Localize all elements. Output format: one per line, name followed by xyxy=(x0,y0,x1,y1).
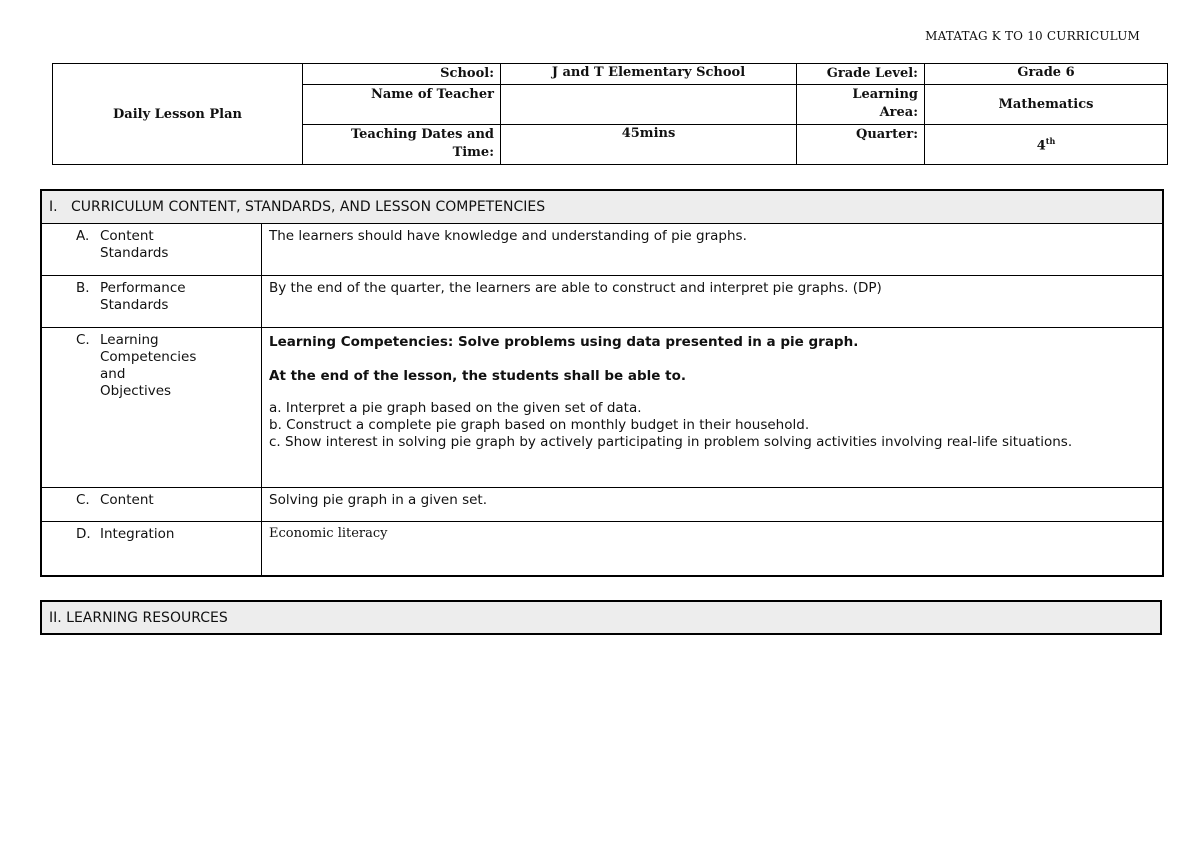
curriculum-table xyxy=(40,189,1164,577)
objective-intro: At the end of the lesson, the students shall be able to. xyxy=(269,368,686,384)
teaching-dates-label-line2: Time: xyxy=(452,145,494,160)
grade-level-label: Grade Level: xyxy=(797,64,925,85)
section-1-header xyxy=(41,190,1163,224)
learning-area-label xyxy=(797,85,925,125)
quarter-number: 4 xyxy=(1036,138,1046,154)
content-standards-text: The learners should have knowledge and understanding of pie graphs. xyxy=(262,224,1164,276)
quarter-label: Quarter: xyxy=(797,125,925,165)
section-1-title xyxy=(41,190,1163,224)
row-letter: A. xyxy=(76,228,90,244)
integration-text: Economic literacy xyxy=(262,522,1164,576)
integration-row xyxy=(41,522,1163,576)
school-value: J and T Elementary School xyxy=(501,64,797,85)
integration-label xyxy=(41,522,262,576)
objective-b: b. Construct a complete pie graph based on monthly budget in their household. xyxy=(269,417,810,433)
quarter-value xyxy=(925,125,1168,165)
row-letter: C. xyxy=(76,492,90,508)
section-2-header xyxy=(40,600,1162,635)
row-letter: B. xyxy=(76,280,90,296)
content-row xyxy=(41,488,1163,522)
objective-c: c. Show interest in solving pie graph by actively participating in problem solving activities involving real-life situations. xyxy=(269,434,1073,450)
teaching-dates-value: 45mins xyxy=(501,125,797,165)
content-standards-label xyxy=(41,224,262,276)
content-text: Solving pie graph in a given set. xyxy=(262,488,1164,522)
lesson-header-table xyxy=(52,63,1168,165)
row-label-line: Objectives xyxy=(100,383,172,399)
section-1-title-text: CURRICULUM CONTENT, STANDARDS, AND LESSON COMPETENCIES xyxy=(70,199,546,215)
row-letter: C. xyxy=(76,332,90,348)
competencies-content xyxy=(262,328,1164,488)
objective-a: a. Interpret a pie graph based on the given set of data. xyxy=(269,400,642,416)
quarter-suffix: th xyxy=(1045,135,1056,146)
row-label-line: Competencies xyxy=(100,349,197,365)
performance-standards-label xyxy=(41,276,262,328)
section-2-title: II. LEARNING RESOURCES xyxy=(49,610,228,626)
teacher-label: Name of Teacher xyxy=(303,85,501,125)
learning-area-value: Mathematics xyxy=(925,85,1168,125)
grade-level-value: Grade 6 xyxy=(925,64,1168,85)
competencies-row xyxy=(41,328,1163,488)
competency-line: Learning Competencies: Solve problems using data presented in a pie graph. xyxy=(269,334,859,350)
performance-standards-text: By the end of the quarter, the learners are able to construct and interpret pie graphs. (DP) xyxy=(262,276,1164,328)
curriculum-tag: MATATAG K TO 10 CURRICULUM xyxy=(925,29,1140,43)
learning-area-label-line1: Learning xyxy=(852,87,918,102)
teacher-value xyxy=(501,85,797,125)
row-label-line: Standards xyxy=(100,297,169,313)
row-letter: D. xyxy=(76,526,91,542)
school-label: School: xyxy=(303,64,501,85)
row-label-line: and xyxy=(100,366,126,382)
lesson-plan-title: Daily Lesson Plan xyxy=(53,64,303,165)
teaching-dates-label xyxy=(303,125,501,165)
row-label-line: Performance xyxy=(100,280,186,296)
row-label-line: Content xyxy=(100,492,154,508)
row-label-line: Learning xyxy=(100,332,159,348)
row-label-line: Content xyxy=(100,228,154,244)
content-label xyxy=(41,488,262,522)
row-label-line: Integration xyxy=(100,526,175,542)
competencies-label xyxy=(41,328,262,488)
teaching-dates-label-line1: Teaching Dates and xyxy=(350,127,494,142)
performance-standards-row xyxy=(41,276,1163,328)
content-standards-row xyxy=(41,224,1163,276)
row-label-line: Standards xyxy=(100,245,169,261)
section-1-number: I. xyxy=(49,199,58,215)
learning-area-label-line2: Area: xyxy=(879,105,918,120)
